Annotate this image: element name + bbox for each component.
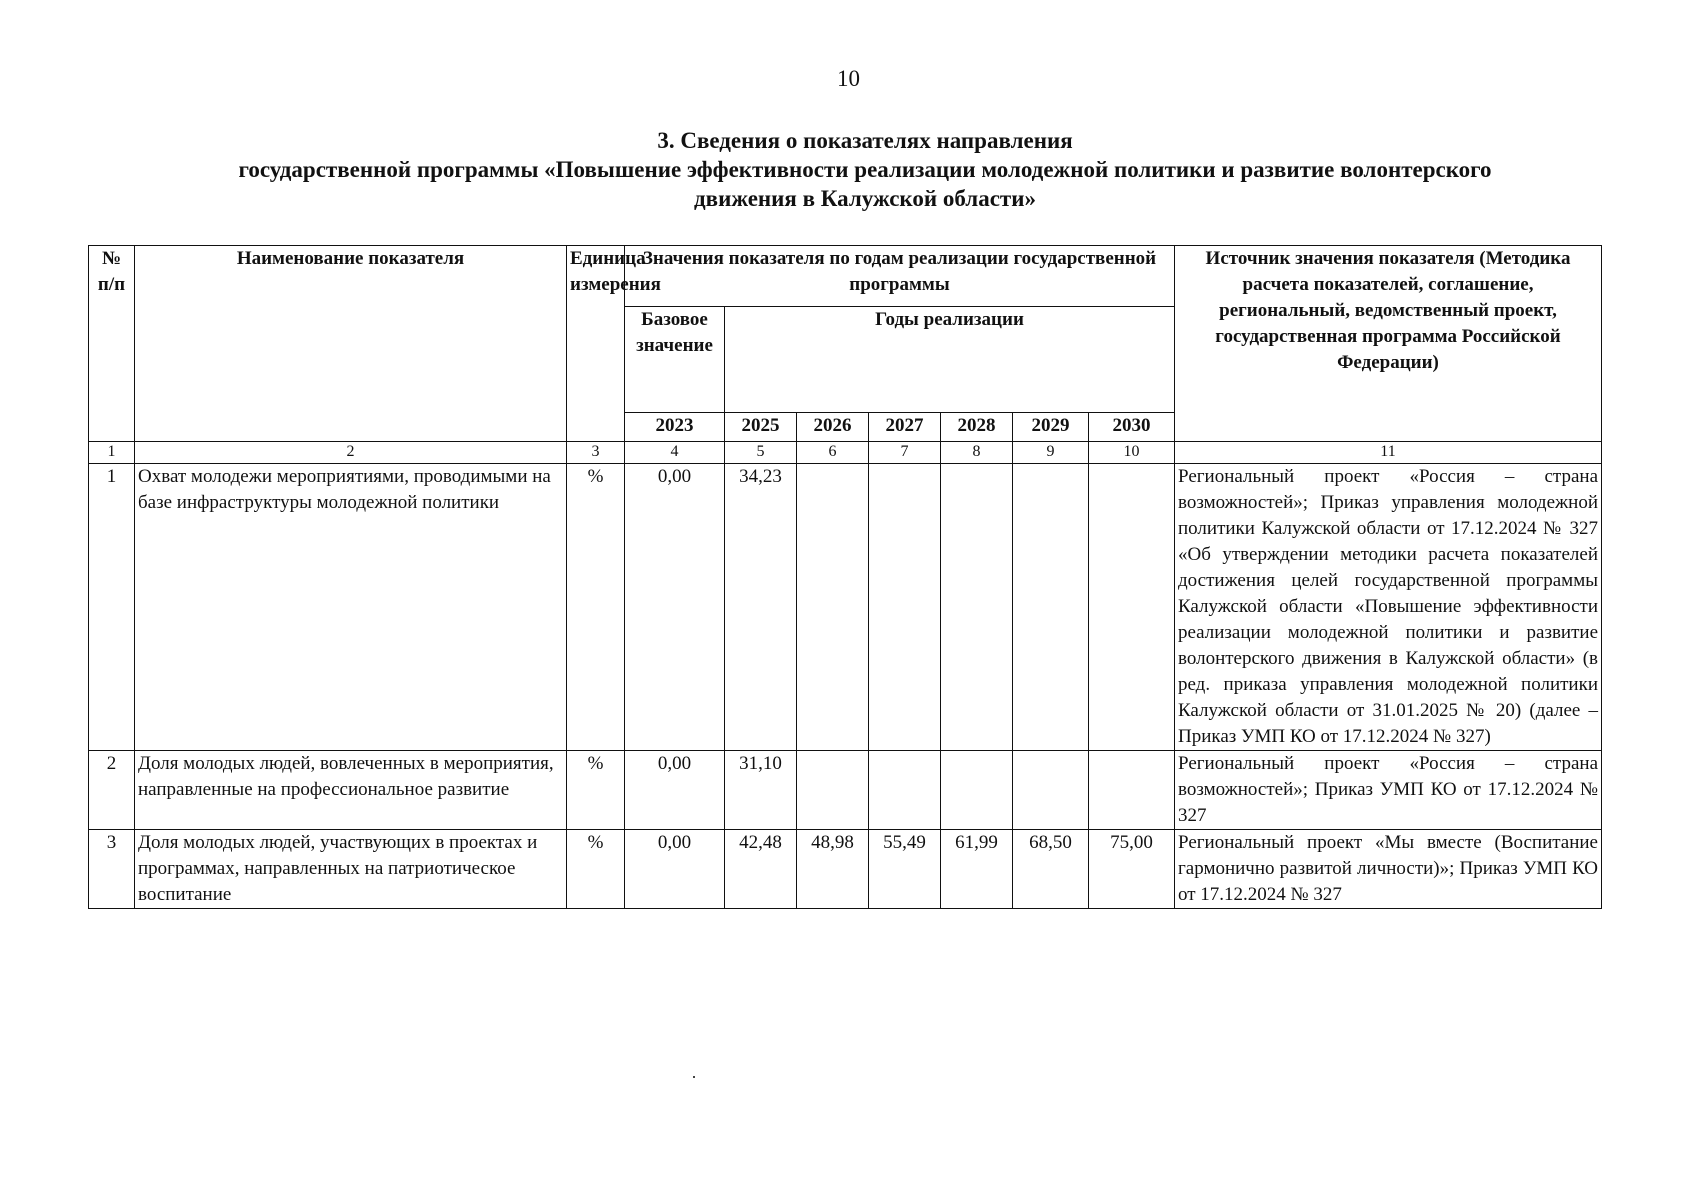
unit-cell: % <box>567 830 625 909</box>
year-value: 34,23 <box>725 464 797 751</box>
year-value <box>1013 464 1089 751</box>
title-line-1: 3. Сведения о показателях направления <box>657 128 1073 153</box>
column-number: 10 <box>1089 442 1175 464</box>
header-year: 2026 <box>797 413 869 442</box>
header-year: 2030 <box>1089 413 1175 442</box>
header-year: 2025 <box>725 413 797 442</box>
year-value: 42,48 <box>725 830 797 909</box>
row-number: 1 <box>89 464 135 751</box>
scan-speck <box>693 1076 695 1078</box>
table-row <box>89 830 1602 909</box>
indicator-name: Доля молодых людей, участвующих в проектах и программах, направленных на патриотическое воспитание <box>135 830 567 909</box>
section-title <box>90 126 1640 213</box>
table-row <box>89 464 1602 751</box>
column-number: 6 <box>797 442 869 464</box>
page-number: 10 <box>837 66 860 91</box>
header-base-year: 2023 <box>625 413 725 442</box>
year-value <box>1013 751 1089 830</box>
indicators-table <box>88 245 1602 909</box>
year-value <box>797 464 869 751</box>
indicator-name: Охват молодежи мероприятиями, проводимыми на базе инфраструктуры молодежной политики <box>135 464 567 751</box>
header-years-group: Годы реализации <box>725 307 1175 413</box>
source-cell: Региональный проект «Россия – страна возможностей»; Приказ УМП КО от 17.12.2024 № 327 <box>1175 751 1602 830</box>
column-number: 8 <box>941 442 1013 464</box>
year-value: 61,99 <box>941 830 1013 909</box>
unit-cell: % <box>567 464 625 751</box>
column-numbers-row <box>89 442 1602 464</box>
column-number: 4 <box>625 442 725 464</box>
year-value <box>869 464 941 751</box>
column-number: 5 <box>725 442 797 464</box>
year-value <box>1089 751 1175 830</box>
base-value: 0,00 <box>625 751 725 830</box>
row-number: 2 <box>89 751 135 830</box>
year-value <box>941 751 1013 830</box>
column-number: 9 <box>1013 442 1089 464</box>
source-cell: Региональный проект «Россия – страна возможностей»; Приказ управления молодежной политики Калужской области от 17.12.2024 № 327 «Об утверждении методики расчета показателей достижения целей государственной программы Калужской области «Повышение эффективности реализации молодежной политики и развитие волонтерского движения в Калужской области» (в ред. приказа управления молодежной политики Калужской области от 31.01.2025 № 20) (далее – Приказ УМП КО от 17.12.2024 № 327) <box>1175 464 1602 751</box>
year-value <box>869 751 941 830</box>
table-row <box>89 751 1602 830</box>
title-line-2: государственной программы «Повышение эффективности реализации молодежной политики и развитие волонтерского <box>238 157 1492 182</box>
header-year: 2029 <box>1013 413 1089 442</box>
title-line-3: движения в Калужской области» <box>694 186 1036 211</box>
year-value: 55,49 <box>869 830 941 909</box>
header-base: Базовое значение <box>625 307 725 413</box>
column-number: 2 <box>135 442 567 464</box>
header-year: 2028 <box>941 413 1013 442</box>
column-number: 3 <box>567 442 625 464</box>
column-number: 11 <box>1175 442 1602 464</box>
header-name: Наименование показателя <box>135 246 567 442</box>
base-value: 0,00 <box>625 830 725 909</box>
year-value <box>1089 464 1175 751</box>
year-value <box>941 464 1013 751</box>
year-value: 48,98 <box>797 830 869 909</box>
column-number: 1 <box>89 442 135 464</box>
column-number: 7 <box>869 442 941 464</box>
year-value: 68,50 <box>1013 830 1089 909</box>
base-value: 0,00 <box>625 464 725 751</box>
header-source: Источник значения показателя (Методика расчета показателей, соглашение, региональный, ведомственный проект, государственная программа Российской Федерации) <box>1175 246 1602 442</box>
indicator-name: Доля молодых людей, вовлеченных в мероприятия, направленные на профессиональное развитие <box>135 751 567 830</box>
header-num: № п/п <box>89 246 135 442</box>
year-value <box>797 751 869 830</box>
header-values-group: Значения показателя по годам реализации государственной программы <box>625 246 1175 307</box>
source-cell: Региональный проект «Мы вместе (Воспитание гармонично развитой личности)»; Приказ УМП КО от 17.12.2024 № 327 <box>1175 830 1602 909</box>
year-value: 31,10 <box>725 751 797 830</box>
header-unit: Единица измерения <box>567 246 625 442</box>
header-year: 2027 <box>869 413 941 442</box>
row-number: 3 <box>89 830 135 909</box>
year-value: 75,00 <box>1089 830 1175 909</box>
unit-cell: % <box>567 751 625 830</box>
